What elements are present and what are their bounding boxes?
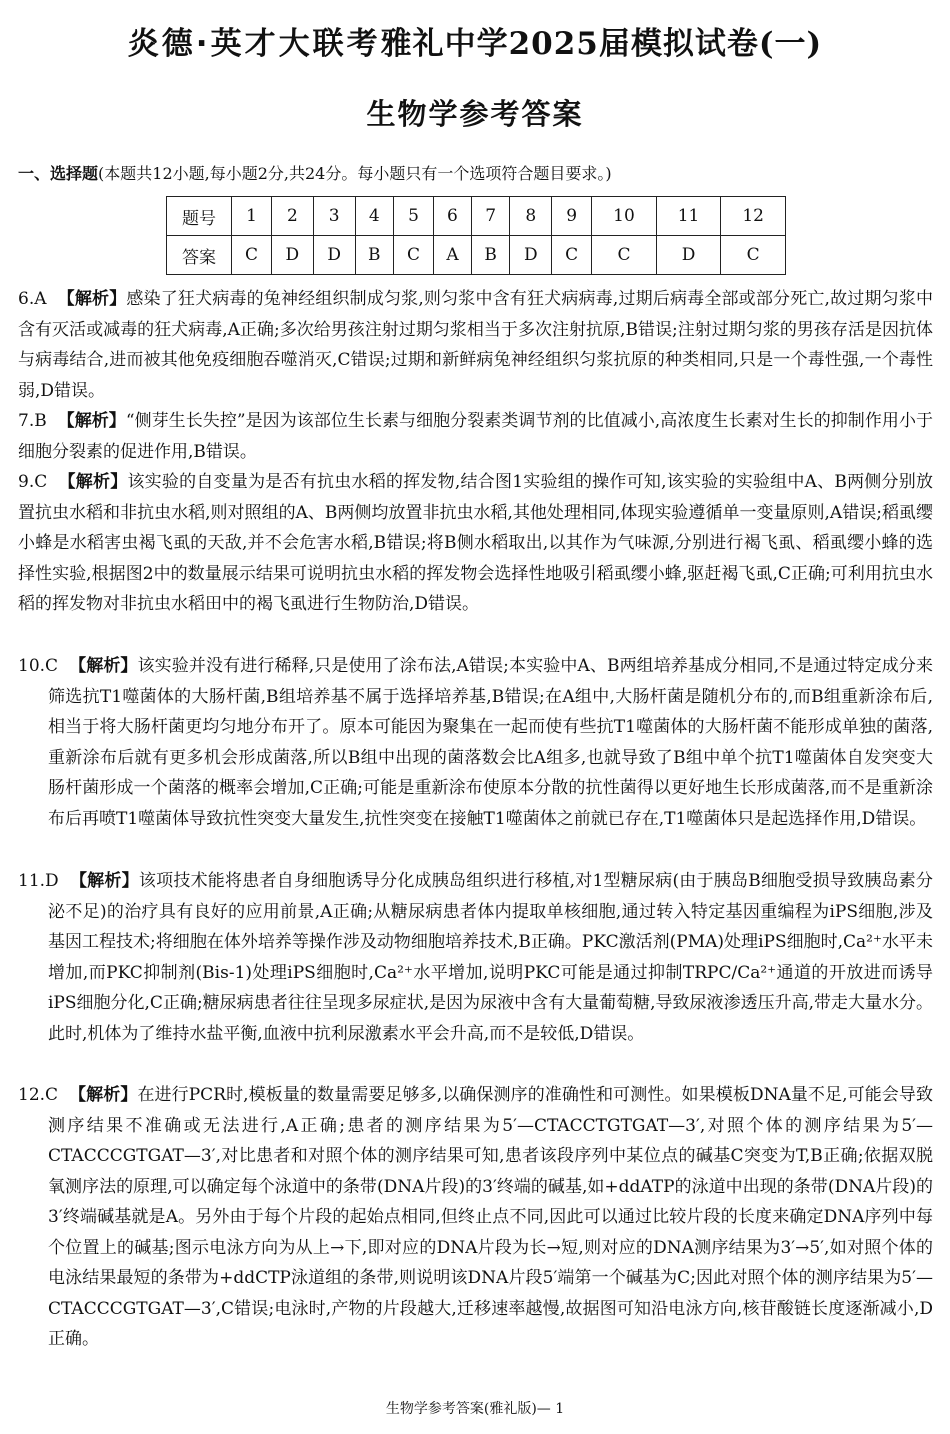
item-text: “侧芽生长失控”是因为该部位生长素与细胞分裂素类调节剂的比值减小,高浓度生长素对生长的抑制作用小于细胞分裂素的促进作用,B错误。 — [18, 411, 934, 462]
item-number: 12.C — [18, 1085, 59, 1105]
answer-cell: D — [510, 236, 552, 275]
explanation-item-7 — [18, 406, 933, 467]
answer-cell: C — [232, 236, 272, 275]
answer-cell: A — [434, 236, 472, 275]
explanation-item-6 — [18, 284, 933, 406]
question-number: 3 — [313, 197, 355, 236]
section-note: (本题共12小题,每小题2分,共24分。每小题只有一个选项符合题目要求。) — [98, 164, 612, 183]
answer-cell: D — [313, 236, 355, 275]
item-number: 11.D — [18, 871, 59, 891]
page-footer: 生物学参考答案(雅礼版)— 1 — [385, 1401, 565, 1417]
item-tag: 【解析】 — [69, 1085, 138, 1105]
question-number: 1 — [232, 197, 272, 236]
question-number: 5 — [394, 197, 434, 236]
question-number: 2 — [271, 197, 313, 236]
answer-cell: C — [721, 236, 786, 275]
explanation-item-11 — [18, 866, 933, 1049]
item-number: 6.A — [18, 289, 47, 309]
exam-name: 雅礼中学2025届模拟试卷(一) — [380, 26, 823, 62]
item-number: 10.C — [18, 656, 59, 676]
item-number: 7.B — [18, 411, 47, 431]
item-number: 9.C — [18, 472, 48, 492]
answer-cell: D — [271, 236, 313, 275]
answer-cell: C — [394, 236, 434, 275]
explanation-item-9 — [18, 467, 933, 620]
explanation-item-10 — [18, 651, 933, 834]
answer-cell: C — [592, 236, 657, 275]
item-text: 该实验的自变量为是否有抗虫水稻的挥发物,结合图1实验组的操作可知,该实验的实验组中A、B两侧分别放置抗虫水稻和非抗虫水稻,则对照组的A、B两侧均放置非抗虫水稻,其他处理相同,体现实验遵循单一变量原则,A错误;稻虱缨小蜂是水稻害虫褐飞虱的天敌,并不会危害水稻,B错误;将B侧水稻取出,以其作为气味源,分别进行褐飞虱、稻虱缨小蜂的选择性实验,根据图2中的数量展示结果可说明抗虫水稻的挥发物会选择性地吸引稻虱缨小蜂,驱赶褐飞虱,C正确;可利用抗虫水稻的挥发物对非抗虫水稻田中的褐飞虱进行生物防治,D错误。 — [18, 472, 933, 614]
question-number: 11 — [656, 197, 721, 236]
answer-cell: D — [656, 236, 721, 275]
brand-name: 炎德·英才大联考 — [127, 26, 381, 62]
question-number: 7 — [471, 197, 510, 236]
row-label: 答案 — [167, 236, 232, 275]
item-text: 该实验并没有进行稀释,只是使用了涂布法,A错误;本实验中A、B两组培养基成分相同,不是通过特定成分来筛选抗T1噬菌体的大肠杆菌,B组培养基不属于选择培养基,B错误;在A组中,大肠杆菌是随机分布的,而B组重新涂布后,相当于将大肠杆菌更均匀地分布开了。原本可能因为聚集在一起而使有些抗T1噬菌体的大肠杆菌不能形成单独的菌落,重新涂布后就有更多机会形成菌落,所以B组中出现的菌落数会比A组多,也就导致了B组中单个抗T1噬菌体自发突变大肠杆菌形成一个菌落的概率会增加,C正确;可能是重新涂布使原本分散的抗性菌得以更好地生长形成菌落,而不是重新涂布后再喷T1噬菌体导致抗性突变大量发生,抗性突变在接触T1噬菌体之前就已存在,T1噬菌体只是起选择作用,D错误。 — [48, 656, 934, 829]
row-label: 题号 — [167, 197, 232, 236]
answer-cell: C — [552, 236, 592, 275]
item-text: 感染了狂犬病毒的兔神经组织制成匀浆,则匀浆中含有狂犬病病毒,过期后病毒全部或部分死亡,故过期匀浆中含有灭活或减毒的狂犬病毒,A正确;多次给男孩注射过期匀浆相当于多次注射抗原,B错误;注射过期匀浆的男孩存活是因抗体与病毒结合,进而被其他免疫细胞吞噬消灭,C错误;过期和新鲜病兔神经组织匀浆抗原的种类相同,只是一个毒性强,一个毒性弱,D错误。 — [18, 289, 934, 401]
item-text: 该项技术能将患者自身细胞诱导分化成胰岛组织进行移植,对1型糖尿病(由于胰岛B细胞受损导致胰岛素分泌不足)的治疗具有良好的应用前景,A正确;从糖尿病患者体内提取单核细胞,通过转入特定基因重编程为iPS细胞,涉及基因工程技术;将细胞在体外培养等操作涉及动物细胞培养技术,B正确。PKC激活剂(PMA)处理iPS细胞时,Ca²⁺水平未增加,而PKC抑制剂(Bis-1)处理iPS细胞时,Ca²⁺水平增加,说明PKC可能是通过抑制TRPC/Ca²⁺通道的开放进而诱导iPS细胞分化,C正确;糖尿病患者往往呈现多尿症状,是因为尿液中含有大量葡萄糖,导致尿液渗透压升高,带走大量水分。此时,机体为了维持水盐平衡,血液中抗利尿激素水平会升高,而不是较低,D错误。 — [48, 871, 934, 1044]
question-number: 10 — [592, 197, 657, 236]
section-heading — [18, 162, 933, 186]
item-text: 在进行PCR时,模板量的数量需要足够多,以确保测序的准确性和可测性。如果模板DNA量不足,可能会导致测序结果不准确或无法进行,A正确;患者的测序结果为5′—CTACCTGTGAT—3′,对照个体的测序结果为5′—CTACCCGTGAT—3′,对比患者和对照个体的测序结果可知,患者该段序列中某位点的碱基C突变为T,B正确;依据双脱氧测序法的原理,可以确定每个泳道中的条带(DNA片段)的3′终端的碱基,如+ddATP的泳道中出现的条带(DNA片段)的3′终端碱基就是A。另外由于每个片段的起始点相同,但终止点不同,因此可以通过比较片段的长度来确定DNA序列中每个位置上的碱基;图示电泳方向为从上→下,即对应的DNA片段为长→短,则对应的DNA测序结果为3′→5′,如对照个体的电泳结果最短的条带为+ddCTP泳道组的条带,则说明该DNA片段5′端第一个碱基为C;因此对照个体的测序结果为5′—CTACCCGTGAT—3′,C错误;电泳时,产物的片段越大,迁移速率越慢,故据图可知沿电泳方向,核苷酸链长度逐渐减小,D正确。 — [48, 1085, 933, 1349]
answer-cell: B — [355, 236, 394, 275]
item-tag: 【解析】 — [69, 871, 139, 891]
question-number: 12 — [721, 197, 786, 236]
answer-cell: B — [471, 236, 510, 275]
exam-title — [0, 18, 950, 63]
answer-table — [166, 196, 786, 275]
page-title: 生物学参考答案 — [366, 97, 584, 131]
question-number-row — [167, 197, 786, 236]
item-tag: 【解析】 — [57, 411, 126, 431]
item-tag: 【解析】 — [57, 289, 127, 309]
question-number: 6 — [434, 197, 472, 236]
section-label: 一、选择题 — [18, 164, 99, 183]
question-number: 4 — [355, 197, 394, 236]
item-tag: 【解析】 — [58, 472, 128, 492]
question-number: 9 — [552, 197, 592, 236]
item-tag: 【解析】 — [69, 656, 138, 676]
answer-row — [167, 236, 786, 275]
question-number: 8 — [510, 197, 552, 236]
explanation-item-12 — [18, 1080, 933, 1355]
